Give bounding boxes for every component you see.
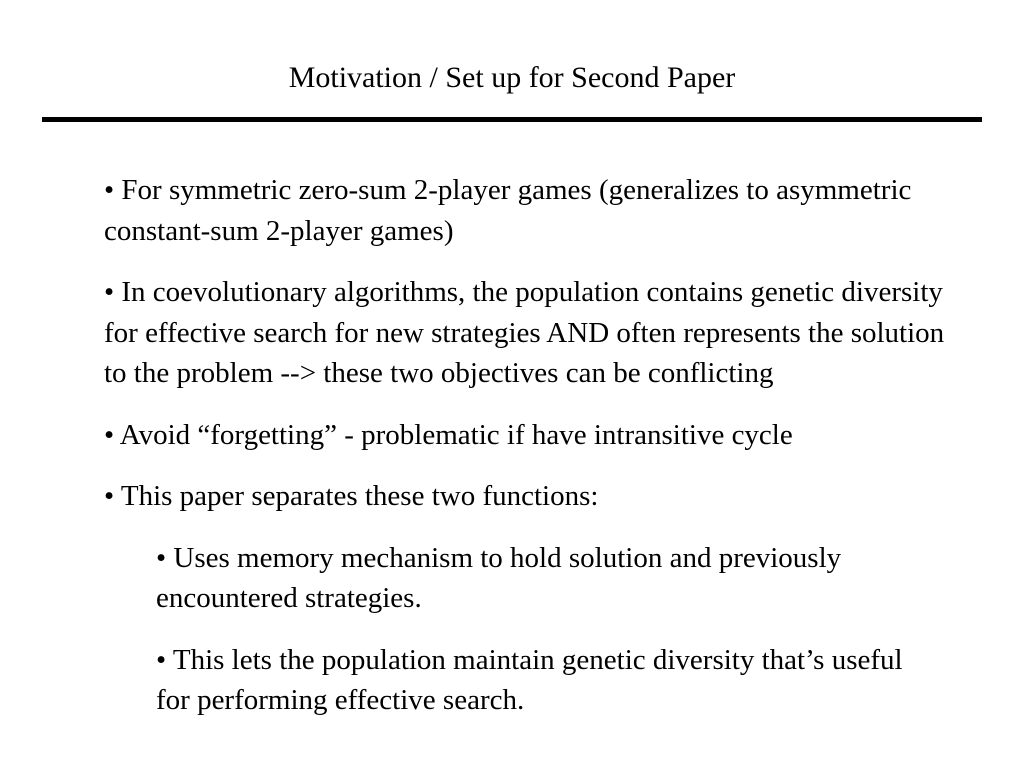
bullet-separates-functions: • This paper separates these two functions: (104, 480, 599, 512)
bullet-list (104, 170, 964, 742)
sub-bullet-genetic-diversity: • This lets the population maintain genetic diversity that’s useful for performing effective search. (156, 643, 903, 716)
sub-bullet-memory-mechanism: • Uses memory mechanism to hold solution and previously encountered strategies. (156, 541, 842, 614)
title-divider (42, 117, 982, 122)
slide-title: Motivation / Set up for Second Paper (288, 61, 736, 94)
bullet-avoid-forgetting: • Avoid “forgetting” - problematic if have intransitive cycle (104, 418, 793, 451)
bullet-coevolutionary-algorithms: • In coevolutionary algorithms, the population contains genetic diversity for effective search for new strategies AND often represents the solution to the problem --> these two objectives can be conflicting (104, 276, 945, 389)
bullet-symmetric-games: • For symmetric zero-sum 2-player games (generalizes to asymmetric constant-sum 2-player games) (104, 174, 912, 247)
